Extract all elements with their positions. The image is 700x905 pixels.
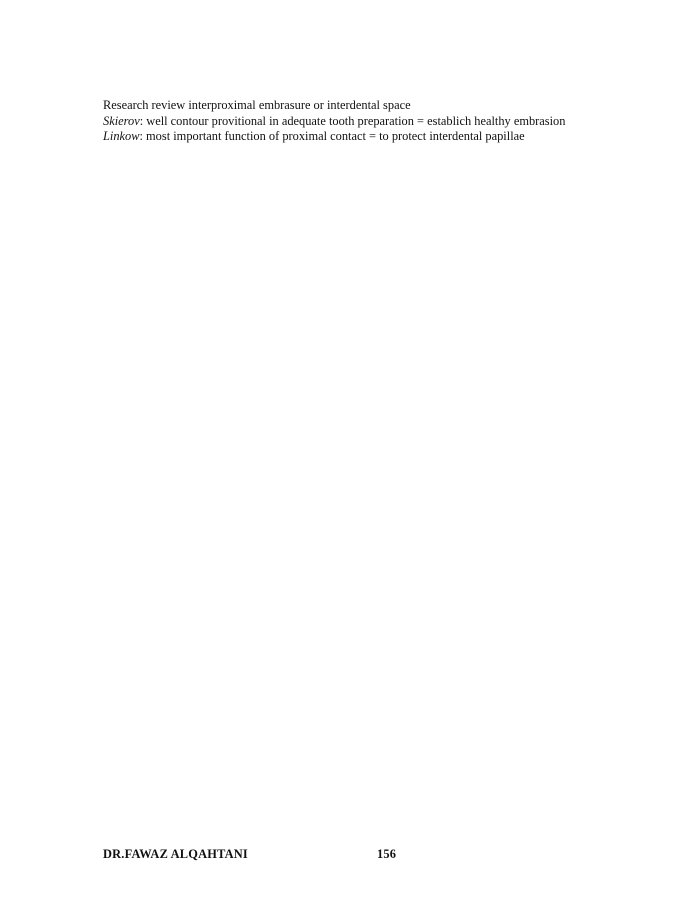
page-footer: [103, 847, 623, 863]
section-heading: Research review interproximal embrasure or interdental space: [103, 98, 411, 112]
entry-text: : most important function of proximal contact = to protect interdental papillae: [139, 129, 525, 143]
entry-author: Skierov: [103, 113, 140, 128]
research-entry-linkow: [103, 129, 663, 145]
research-entry-skierov: [103, 114, 663, 130]
entry-text: : well contour provitional in adequate tooth preparation = establich healthy embrasion: [139, 113, 566, 128]
page-content: [103, 98, 663, 145]
page-number: 156: [377, 847, 397, 861]
footer-author-name: DR.FAWAZ ALQAHTANI: [103, 847, 248, 861]
entry-author: Linkow: [103, 129, 140, 143]
